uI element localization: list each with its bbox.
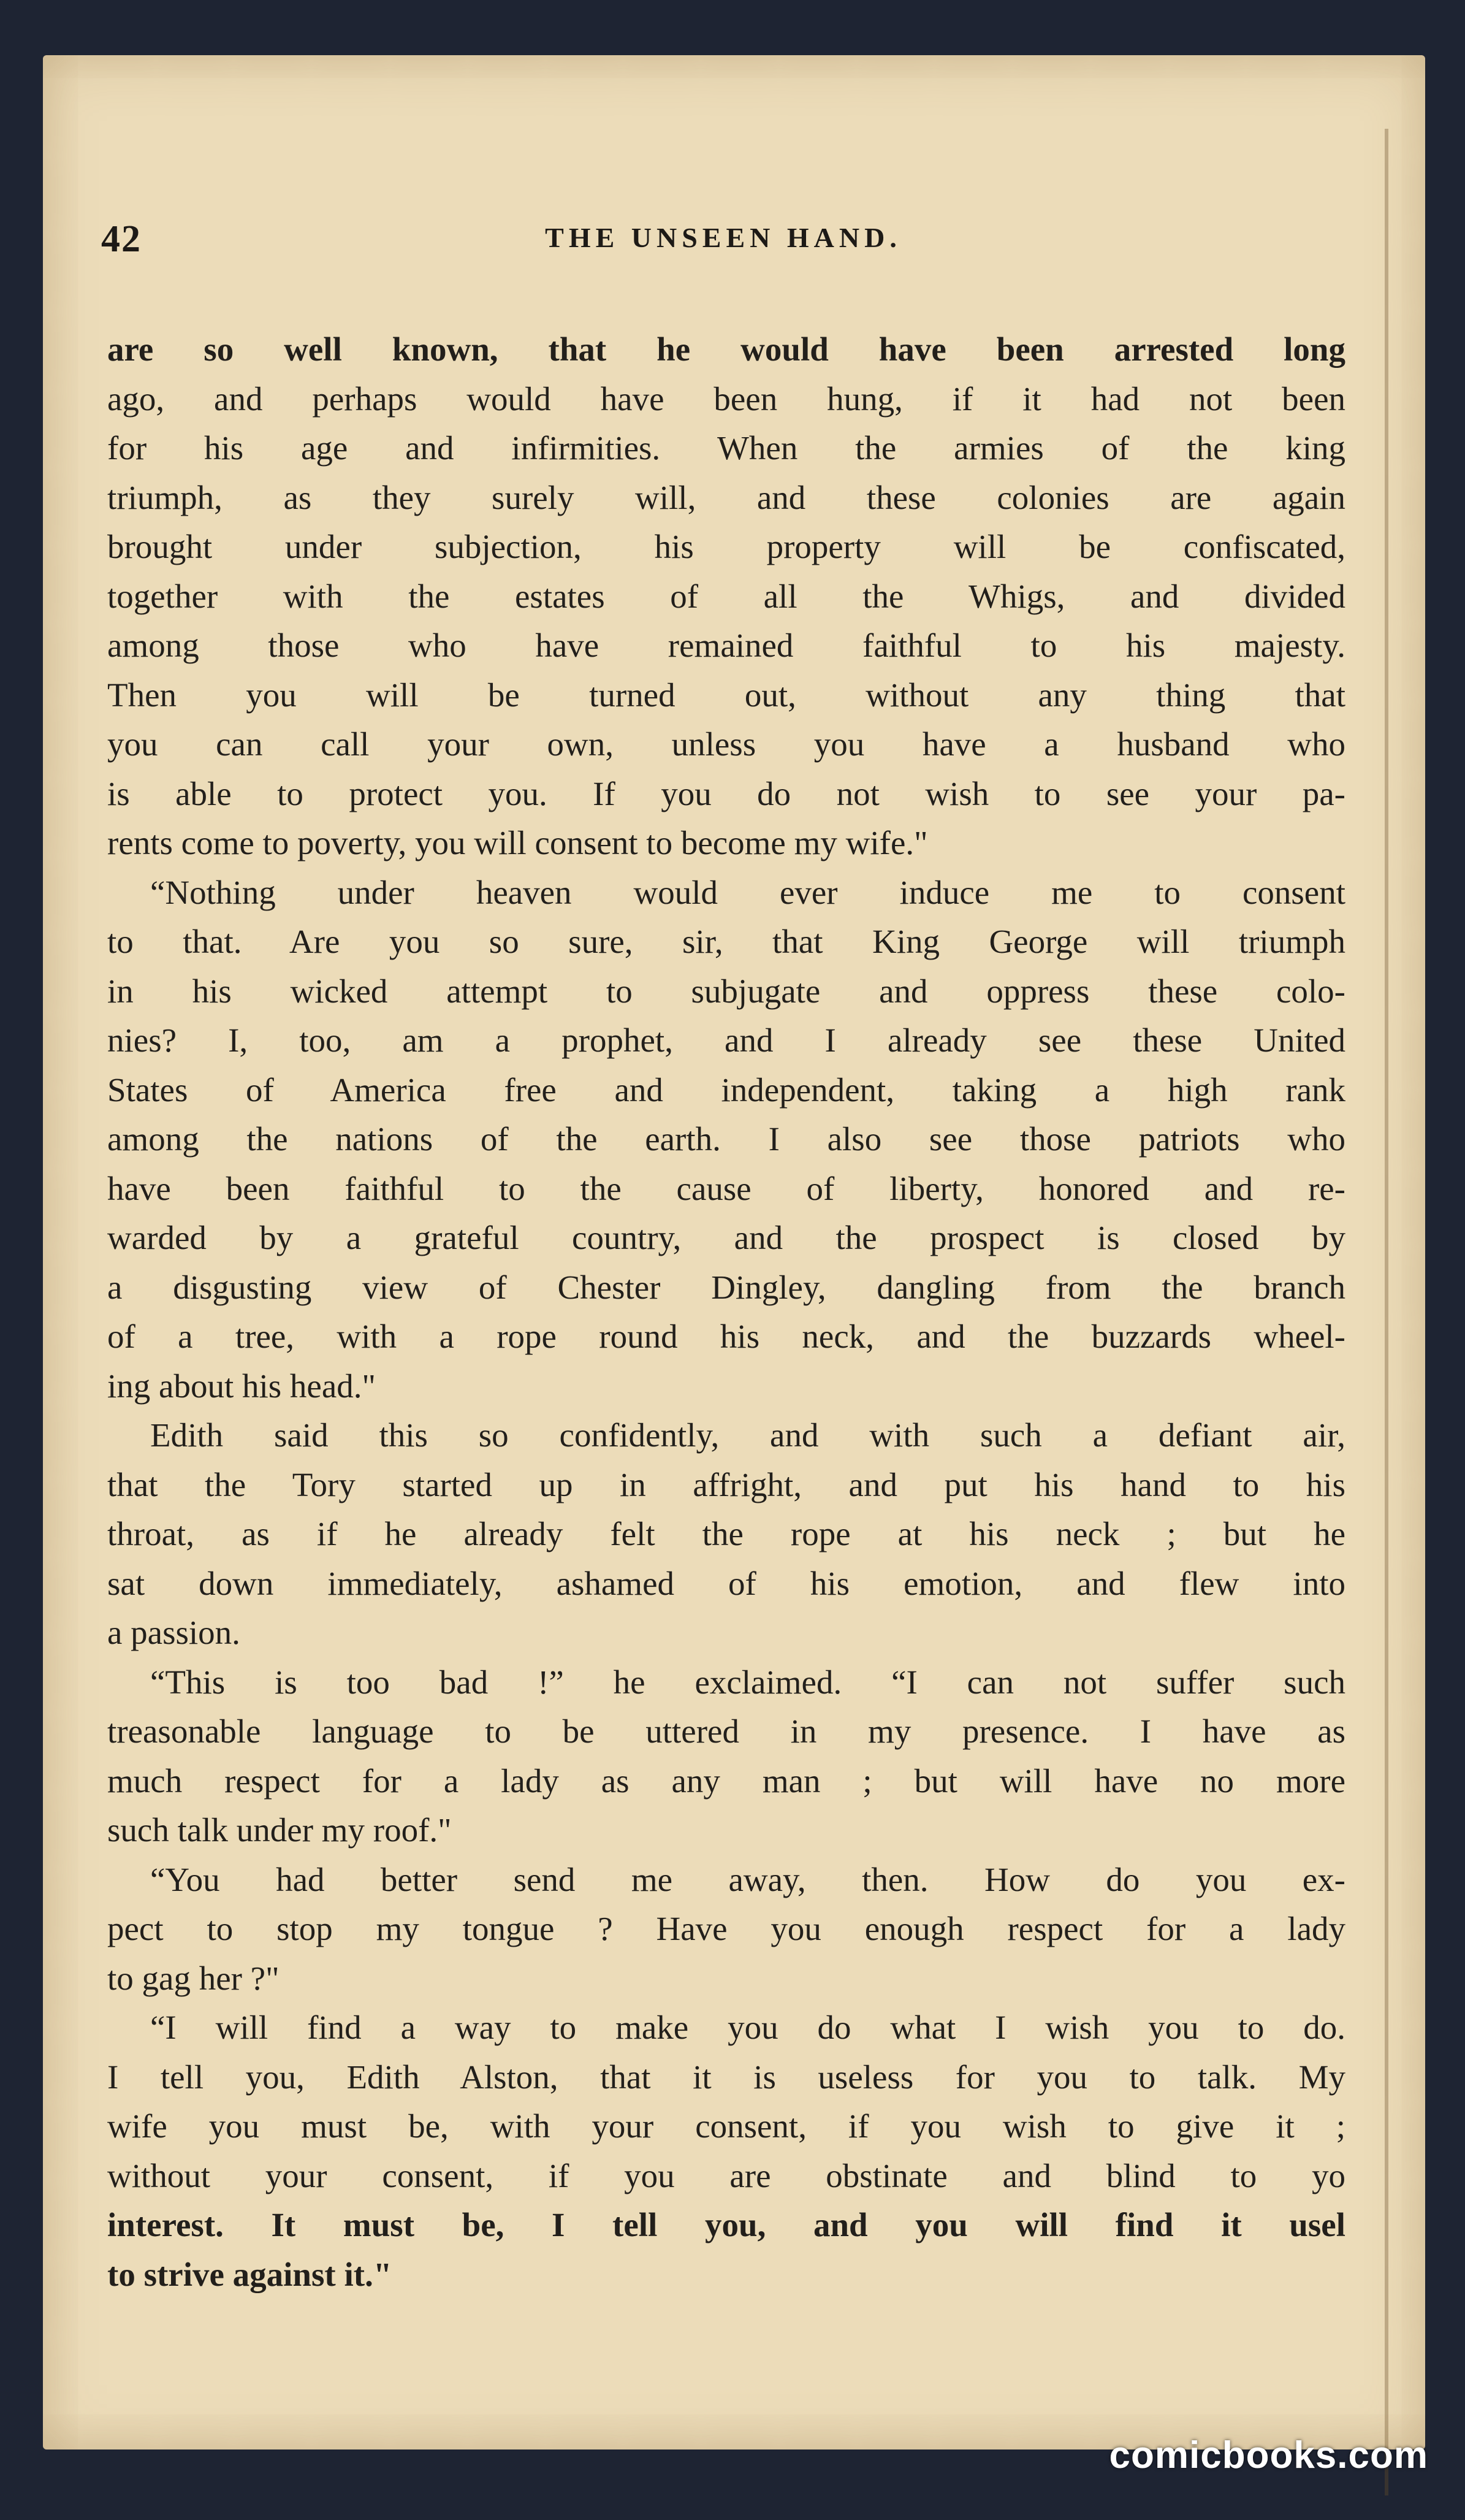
text-line: together with the estates of all the Whigs, and divided <box>107 577 1345 615</box>
text-line: “You had better send me away, then. How do you ex- <box>150 1860 1345 1898</box>
text-line: of a tree, with a rope round his neck, and the buzzards wheel- <box>107 1318 1345 1355</box>
page-header <box>101 218 1345 261</box>
text-line: nies? I, too, am a prophet, and I already see these United <box>107 1021 1345 1059</box>
text-line: wife you must be, with your consent, if you wish to give it ; <box>107 2107 1345 2145</box>
text-line: “Nothing under heaven would ever induce me to consent <box>150 873 1345 911</box>
text-line: interest. It must be, I tell you, and you will find it usel <box>107 2206 1345 2243</box>
text-line: you can call your own, unless you have a husband who <box>107 725 1345 763</box>
text-line: to strive against it." <box>107 2255 392 2293</box>
text-line: to gag her ?" <box>107 1959 280 1997</box>
text-line: that the Tory started up in affright, and put his hand to his <box>107 1465 1345 1503</box>
text-line: sat down immediately, ashamed of his emotion, and flew into <box>107 1564 1345 1602</box>
text-line: triumph, as they surely will, and these colonies are again <box>107 478 1345 516</box>
text-line: throat, as if he already felt the rope at his neck ; but he <box>107 1515 1345 1552</box>
text-line: have been faithful to the cause of liberty, honored and re- <box>107 1169 1345 1207</box>
text-line: for his age and infirmities. When the armies of the king <box>107 429 1345 467</box>
text-line: brought under subjection, his property will be confiscated, <box>107 528 1345 565</box>
text-line: rents come to poverty, you will consent to become my wife." <box>107 824 928 861</box>
page-number: 42 <box>101 218 142 260</box>
text-line: are so well known, that he would have been arrested long <box>107 330 1345 368</box>
text-line: to that. Are you so sure, sir, that King George will triumph <box>107 923 1345 960</box>
text-line: among those who have remained faithful to his majesty. <box>107 627 1345 664</box>
running-title: THE UNSEEN HAND. <box>545 222 902 253</box>
text-line: “This is too bad !” he exclaimed. “I can not suffer such <box>150 1663 1345 1701</box>
text-line: a passion. <box>107 1614 240 1651</box>
text-line: such talk under my roof." <box>107 1811 452 1849</box>
text-line: I tell you, Edith Alston, that it is useless for you to talk. My <box>107 2058 1345 2096</box>
text-line: much respect for a lady as any man ; but will have no more <box>107 1762 1345 1800</box>
text-line: “I will find a way to make you do what I wish you to do. <box>150 2009 1345 2046</box>
text-line: Edith said this so confidently, and with such a defiant air, <box>150 1416 1345 1454</box>
text-line: ing about his head." <box>107 1367 376 1405</box>
text-line: among the nations of the earth. I also see those patriots who <box>107 1120 1345 1158</box>
text-line: warded by a grateful country, and the prospect is closed by <box>107 1219 1345 1256</box>
text-line: treasonable language to be uttered in my presence. I have as <box>107 1712 1345 1750</box>
page-edge <box>1385 129 1388 2495</box>
body-text <box>107 325 1345 2299</box>
text-line: ago, and perhaps would have been hung, if it had not been <box>107 380 1345 418</box>
text-line: Then you will be turned out, without any thing that <box>107 676 1345 714</box>
text-line: States of America free and independent, taking a high rank <box>107 1071 1345 1109</box>
text-line: a disgusting view of Chester Dingley, dangling from the branch <box>107 1268 1345 1306</box>
text-line: in his wicked attempt to subjugate and oppress these colo- <box>107 972 1345 1010</box>
text-line: pect to stop my tongue ? Have you enough respect for a lady <box>107 1910 1345 1947</box>
site-watermark: comicbooks.com <box>1109 2434 1428 2476</box>
text-line: is able to protect you. If you do not wish to see your pa- <box>107 774 1345 812</box>
text-line: without your consent, if you are obstinate and blind to yo <box>107 2156 1345 2194</box>
